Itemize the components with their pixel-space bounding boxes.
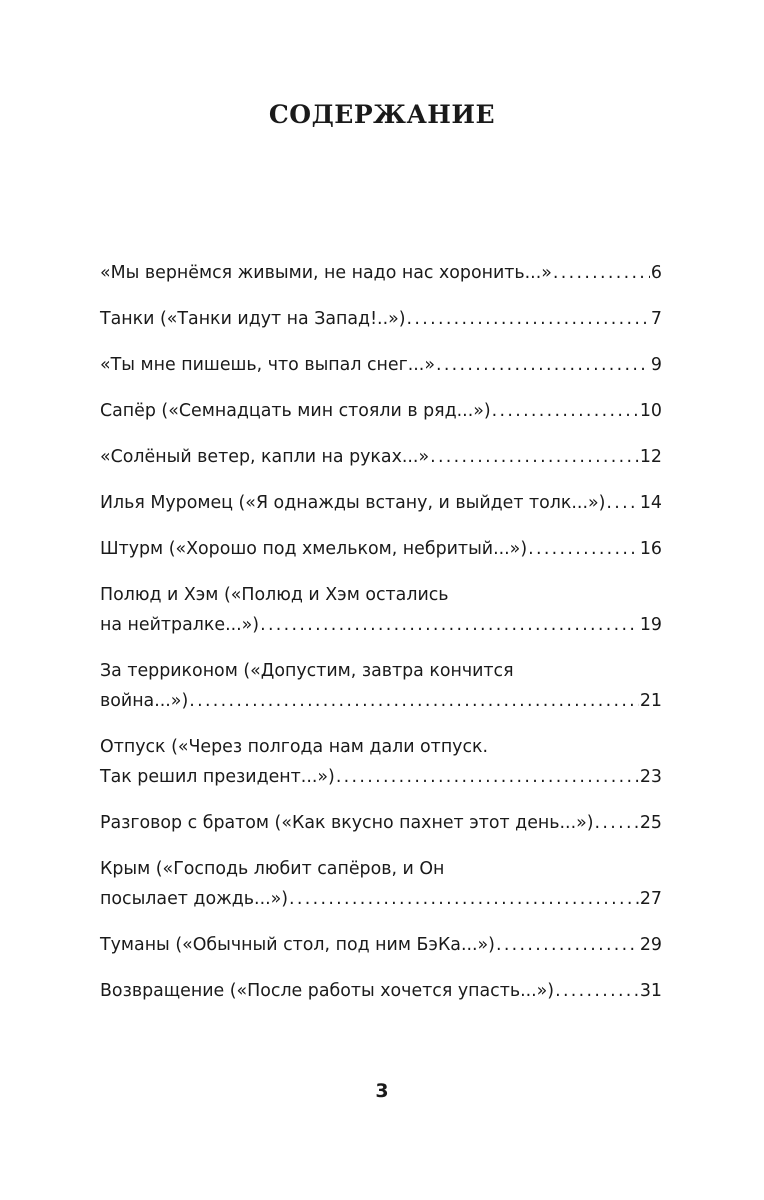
table-of-contents: [100, 258, 662, 1022]
toc-entry: [100, 854, 662, 914]
toc-dot-leader: [595, 808, 639, 838]
toc-page-number: 10: [639, 401, 662, 421]
toc-dot-leader: [436, 350, 650, 380]
toc-entry-title: «Солёный ветер, капли на руках...»: [100, 447, 430, 467]
toc-dot-leader: [496, 930, 639, 960]
toc-entry-title: Возвращение («После работы хочется упасть...»): [100, 981, 555, 1001]
toc-entry-title-line2: Так решил президент...»): [100, 767, 335, 787]
toc-entry-title-line1: Крым («Господь любит сапёров, и Он: [100, 859, 445, 879]
toc-entry: [100, 396, 662, 426]
toc-dot-leader: [430, 442, 639, 472]
toc-page-number: 23: [639, 767, 662, 787]
toc-page-number: 31: [639, 981, 662, 1001]
toc-dot-leader: [606, 488, 638, 518]
toc-page-number: 25: [639, 813, 662, 833]
toc-entry-title: Туманы («Обычный стол, под ним БэКа...»): [100, 935, 495, 955]
toc-entry: [100, 304, 662, 334]
toc-entry-title-line1: За терриконом («Допустим, завтра кончится: [100, 661, 514, 681]
toc-page-number: 7: [650, 309, 662, 329]
toc-entry: [100, 488, 662, 518]
toc-page-number: 14: [639, 493, 662, 513]
toc-dot-leader: [492, 396, 639, 426]
toc-entry-title: Танки («Танки идут на Запад!..»): [100, 309, 406, 329]
toc-entry: [100, 808, 662, 838]
toc-entry: [100, 534, 662, 564]
toc-entry-title-line2: на нейтралке...»): [100, 615, 260, 635]
toc-entry: [100, 732, 662, 792]
toc-page-number: 16: [639, 539, 662, 559]
toc-entry: [100, 656, 662, 716]
toc-entry-title: Штурм («Хорошо под хмельком, небритый...»): [100, 539, 528, 559]
toc-dot-leader: [189, 686, 639, 716]
toc-entry: [100, 442, 662, 472]
toc-entry-title: Илья Муромец («Я однажды встану, и выйдет толк...»): [100, 493, 606, 513]
toc-entry: [100, 258, 662, 288]
toc-dot-leader: [289, 884, 639, 914]
page-number: 3: [375, 1080, 389, 1102]
toc-entry-title-line1: Полюд и Хэм («Полюд и Хэм остались: [100, 585, 449, 605]
toc-entry-title-line2: война...»): [100, 691, 189, 711]
toc-entry: [100, 976, 662, 1006]
toc-page-number: 21: [639, 691, 662, 711]
toc-entry-title: Разговор с братом («Как вкусно пахнет этот день...»): [100, 813, 594, 833]
toc-dot-leader: [407, 304, 650, 334]
toc-entry: [100, 350, 662, 380]
toc-page-number: 19: [639, 615, 662, 635]
toc-page-number: 27: [639, 889, 662, 909]
toc-entry-title: «Мы вернёмся живыми, не надо нас хоронить...»: [100, 263, 552, 283]
toc-dot-leader: [553, 258, 650, 288]
toc-dot-leader: [555, 976, 639, 1006]
page-title: СОДЕРЖАНИЕ: [268, 100, 496, 129]
toc-entry-title: Сапёр («Семнадцать мин стояли в ряд...»): [100, 401, 491, 421]
toc-dot-leader: [528, 534, 639, 564]
toc-entry-title-line2: посылает дождь...»): [100, 889, 289, 909]
toc-page-number: 12: [639, 447, 662, 467]
toc-dot-leader: [260, 610, 639, 640]
toc-page-number: 9: [650, 355, 662, 375]
toc-entry-title: «Ты мне пишешь, что выпал снег...»: [100, 355, 435, 375]
toc-page-number: 29: [639, 935, 662, 955]
toc-entry: [100, 580, 662, 640]
toc-entry: [100, 930, 662, 960]
toc-entry-title-line1: Отпуск («Через полгода нам дали отпуск.: [100, 737, 489, 757]
toc-page-number: 6: [650, 263, 662, 283]
toc-dot-leader: [336, 762, 639, 792]
